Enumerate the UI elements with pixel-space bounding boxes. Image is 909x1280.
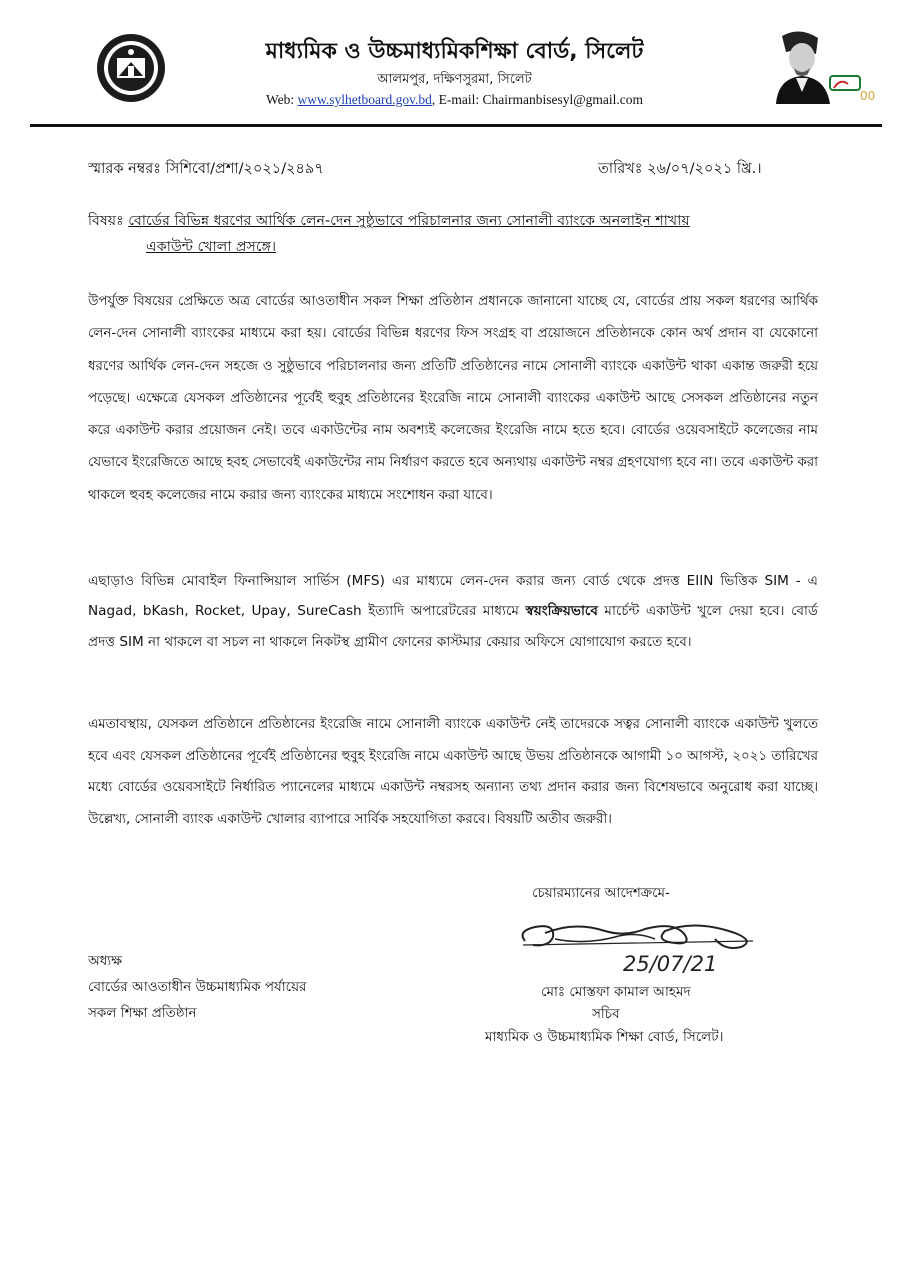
subject-text-2: একাউন্ট খোলা প্রসঙ্গে।: [146, 239, 277, 255]
body-paragraph-2: [88, 566, 818, 657]
paragraph-2-text-b: মার্চেন্ট একাউন্ট খুলে দেয়া হবে। বোর্ড প্রদত্ত SIM না থাকলে বা সচল না থাকলে নিকটস্থ গ্রামীণ ফোনের কাস্টমার কেয়ার অফিসে যোগাযোগ করতে হবে।: [88, 603, 818, 650]
body-paragraph-1: উপর্যুক্ত বিষয়ের প্রেক্ষিতে অত্র বোর্ডের আওতাধীন সকল শিক্ষা প্রতিষ্ঠান প্রধানকে জানানো যাচ্ছে যে, বোর্ডের প্রায় সকল ধরণের আর্থিক লেন-দেন সোনালী ব্যাংকের মাধ্যমে করা হয়। বোর্ডের বিভিন্ন ধরণের ফিস সংগ্রহ বা প্রয়োজনে প্রতিষ্ঠানকে কোন অর্থ প্রদান বা যেকোনো ধরণের আর্থিক লেন-দেন সহজে ও সুষ্ঠুভাবে পরিচালনার জন্য প্রতিটি প্রতিষ্ঠানের নামে সোনালী ব্যাংকে একাউন্ট থাকা একান্ত জরুরী হয়ে পড়েছে। এক্ষেত্রে যেসকল প্রতিষ্ঠানের পূর্বেই হুবুহ প্রতিষ্ঠানের ইংরেজি নামে সোনালী ব্যাংকের একাউন্ট আছে সেসকল প্রতিষ্ঠানের নতুন করে একাউন্ট করার প্রয়োজন নেই। তবে একাউন্টের নাম অবশ্যই কলেজের ইংরেজি নামে হতে হবে। বোর্ডের ওয়েবসাইটে কলেজের নাম যেভাবে ইংরেজিতে আছে হবহ সেভাবেই একাউন্টের নাম নির্ধারণ করতে হবে অন্যথায় একাউন্ট নম্বর গ্রহণযোগ্য হবে না। তবে একাউন্ট করা থাকলে হুবহ কলেজের নামে করার জন্য ব্যাংকের মাধ্যমে সংশোধন করা যাবে।: [88, 294, 818, 503]
email-label: , E-mail:: [431, 92, 480, 107]
paragraph-2-bold-text: স্বয়ংক্রিয়ভাবে: [525, 603, 598, 620]
recipient-line-2: বোর্ডের আওতাধীন উচ্চমাধ্যমিক পর্যায়ের: [88, 979, 307, 995]
body-paragraph-3: এমতাবস্থায়, যেসকল প্রতিষ্ঠানে প্রতিষ্ঠানের ইংরেজি নামে সোনালী ব্যাংকে একাউন্ট নেই তাদেরকে সত্বর সোনালী ব্যাংকে একাউন্ট খুলতে হবে এবং যেসকল প্রতিষ্ঠানের পূর্বেই প্রতিষ্ঠানের হুবুহ ইংরেজি নামে একাউন্ট আছে উভয় প্রতিষ্ঠানকে আগামী ১০ আগস্ট, ২০২১ তারিখের মধ্যে বোর্ডের ওয়েবসাইটে নির্ধারিত প্যানেলের মাধ্যমে একাউন্ট নম্বরসহ অন্যান্য তথ্য প্রদান করার জন্য বিশেষভাবে অনুরোধ করা যাচ্ছে। উল্লেখ্য, সোনালী ব্যাংক একাউন্ট খোলার ব্যাপারে সার্বিক সহযোগিতা করবে। বিষয়টি অতীব জরুরী।: [88, 717, 818, 827]
board-title: মাধ্যমিক ও উচ্চমাধ্যমিকশিক্ষা বোর্ড, সিলেট: [265, 39, 644, 64]
subject-line-1: [88, 208, 818, 234]
recipient-line-1: অধ্যক্ষ: [88, 953, 123, 969]
svg-text:00: 00: [860, 89, 876, 103]
web-label: Web:: [265, 92, 295, 107]
recipient-line-3: সকল শিক্ষা প্রতিষ্ঠান: [88, 1005, 197, 1021]
website-link[interactable]: www.sylhetboard.gov.bd: [297, 92, 432, 107]
email-address[interactable]: Chairmanbisesyl@gmail.com: [482, 92, 644, 107]
handwritten-date: 25/07/21: [623, 952, 718, 976]
memo-date: তারিখঃ ২৬/০৭/২০২১ খ্রি.।: [598, 161, 762, 177]
subject-label: বিষয়ঃ: [88, 213, 124, 229]
signatory-role: সচিব: [592, 1006, 620, 1022]
paragraph-2-text-a: এছাড়াও বিভিন্ন মোবাইল ফিনান্সিয়াল সার্ভিস (MFS) এর মাধ্যমে লেন-দেন করার জন্য বোর্ড থেকে প্রদত্ত EIIN ভিত্তিক SIM - এ Nagad, bKash, Rocket, Upay, SureCash ইত্যাদি অপারেটরের মাধ্যমে: [88, 573, 818, 620]
recipient-block: [88, 948, 306, 1026]
board-contacts: [0, 92, 909, 108]
signatory-organization: মাধ্যমিক ও উচ্চমাধ্যমিক শিক্ষা বোর্ড, সিলেট।: [485, 1029, 724, 1045]
header-divider: [30, 124, 882, 127]
subject-line-2: [88, 234, 818, 260]
memo-number: স্মারক নম্বরঃ সিশিবো/প্রশা/২০২১/২৪৯৭: [88, 161, 324, 177]
subject-block: [88, 208, 818, 260]
subject-text-1: বোর্ডের বিভিন্ন ধরণের আর্থিক লেন-দেন সুষ্ঠুভাবে পরিচালনার জন্য সোনালী ব্যাংকে অনলাইন শাখায়: [128, 213, 690, 229]
signatory-name: মোঃ মোস্তফা কামাল আহমদ: [541, 984, 691, 1000]
board-address: আলমপুর, দক্ষিণসুরমা, সিলেট: [377, 72, 532, 87]
chairman-order-line: চেয়ারম্যানের আদেশক্রমে-: [532, 885, 670, 901]
handwritten-signature: [515, 915, 765, 977]
